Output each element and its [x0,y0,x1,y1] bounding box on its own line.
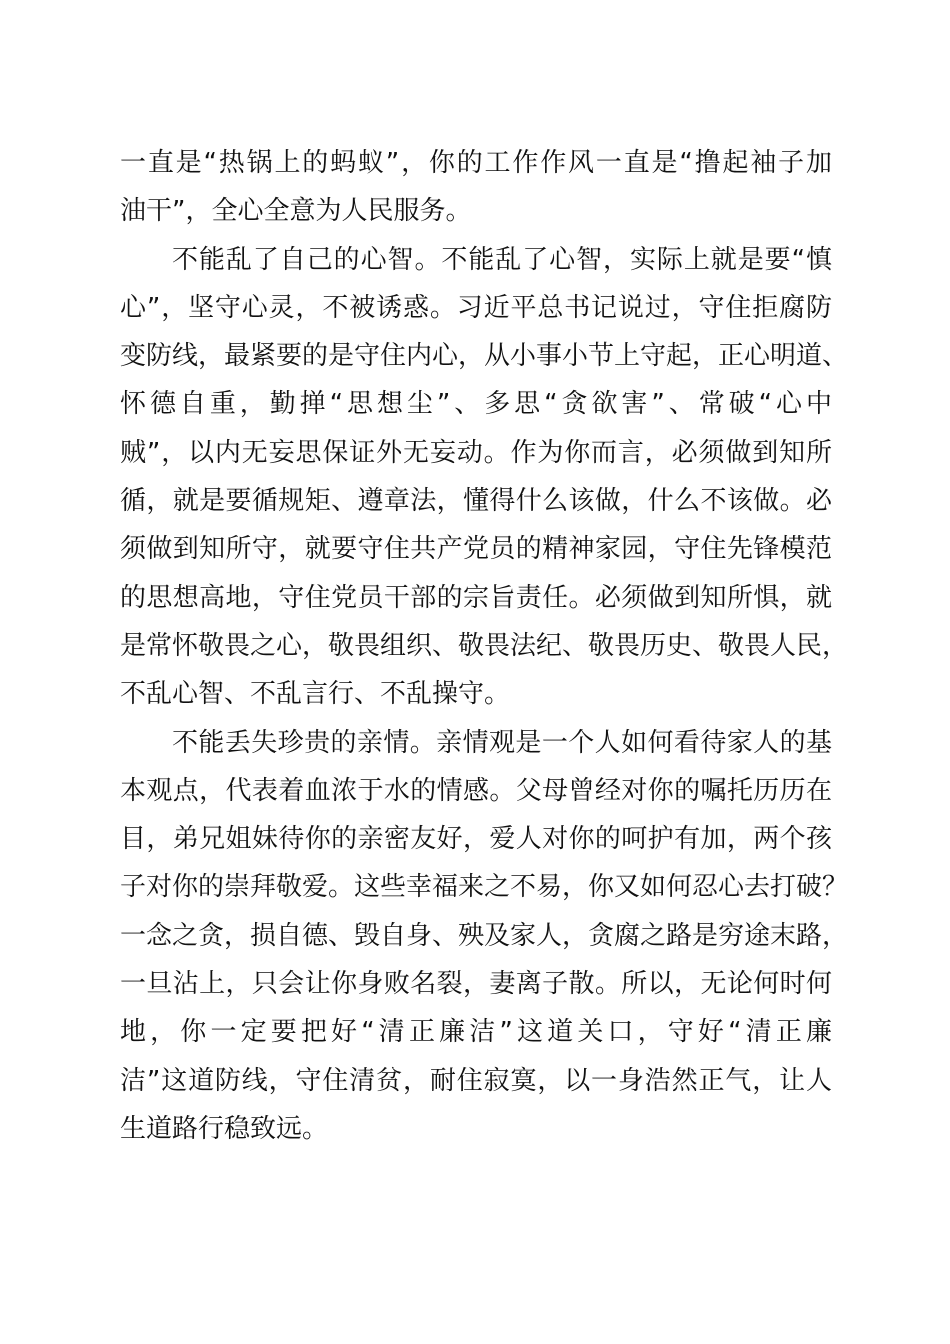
text-line: 不乱心智、不乱言行、不乱操守。 [120,679,511,710]
text-line: 是常怀敬畏之心，敬畏组织、敬畏法纪、敬畏历史、敬畏人民， [120,630,849,661]
text-line: 子对你的崇拜敬爱。这些幸福来之不易，你又如何忍心去打破？ [120,872,849,903]
text-line: 洁”这道防线，守住清贫，耐住寂寞，以一身浩然正气，让人 [120,1065,832,1096]
text-line: 生道路行稳致远。 [120,1113,329,1144]
text-line: 地，你一定要把好“清正廉洁”这道关口，守好“清正廉 [120,1017,832,1048]
text-line: 油干”，全心全意为人民服务。 [120,196,472,227]
text-line: 贼”，以内无妄思保证外无妄动。作为你而言，必须做到知所 [120,437,832,468]
text-line: 循，就是要循规矩、遵章法，懂得什么该做，什么不该做。必 [120,486,832,517]
paragraph-continuation [120,139,832,236]
text-line: 的思想高地，守住党员干部的宗旨责任。必须做到知所惧，就 [120,582,832,613]
text-line: 须做到知所守，就要守住共产党员的精神家园，守住先锋模范 [120,534,832,565]
text-line: 怀德自重，勤掸“思想尘”、多思“贪欲害”、常破“心中 [120,389,832,420]
text-line: 心”，坚守心灵，不被诱惑。习近平总书记说过，守住拒腐防 [120,292,832,323]
text-line: 变防线，最紧要的是守住内心，从小事小节上守起，正心明道、 [120,341,849,372]
paragraph-mind [120,236,849,719]
text-line: 不能丢失珍贵的亲情。亲情观是一个人如何看待家人的基 [172,727,832,758]
paragraph-family [120,719,849,1154]
document-page [120,139,849,1153]
text-line: 本观点，代表着血浓于水的情感。父母曾经对你的嘱托历历在 [120,775,832,806]
text-line: 一旦沾上，只会让你身败名裂，妻离子散。所以，无论何时何 [120,969,832,1000]
text-line: 一直是“热锅上的蚂蚁”，你的工作作风一直是“撸起袖子加 [120,148,832,178]
text-line: 不能乱了自己的心智。不能乱了心智，实际上就是要“慎 [172,244,832,275]
text-line: 目，弟兄姐妹待你的亲密友好，爱人对你的呵护有加，两个孩 [120,824,832,855]
text-line: 一念之贪，损自德、毁自身、殃及家人，贪腐之路是穷途末路， [120,920,849,951]
